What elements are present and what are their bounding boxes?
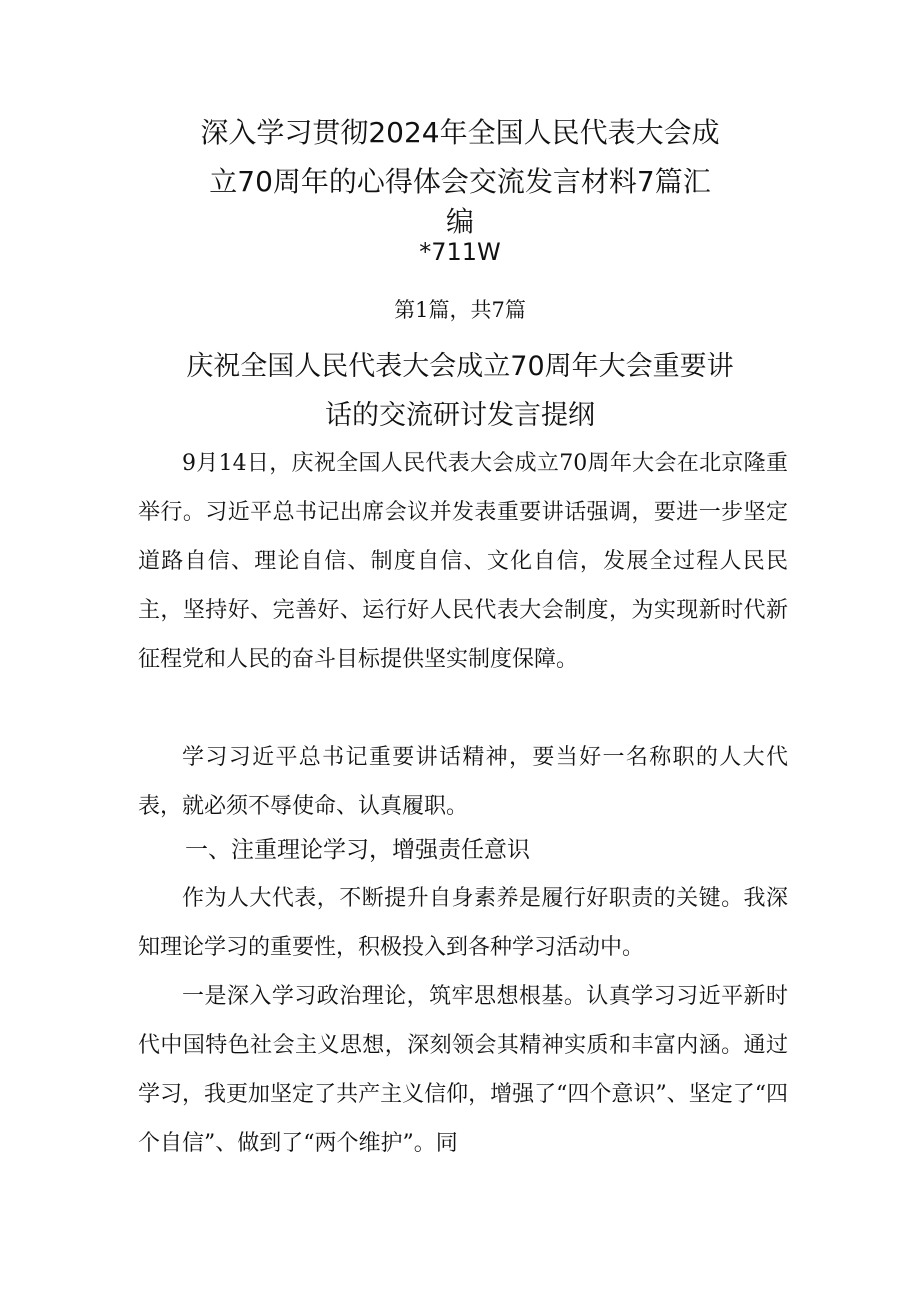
section-paragraph-2: 一是深入学习政治理论，筑牢思想根基。认真学习习近平新时代中国特色社会主义思想，深刻领会其精神实质和丰富内涵。通过学习，我更加坚定了共产主义信仰，增强了“四个意识”、坚定了“四个自信”、做到了“两个维护”。同	[138, 984, 788, 1156]
part-label: 第1篇，共7篇	[394, 298, 526, 322]
section-heading: 一、注重理论学习，增强责任意识	[185, 837, 530, 863]
section-paragraph-1: 作为人大代表，不断提升自身素养是履行好职责的关键。我深知理论学习的重要性，积极投入到各种学习活动中。	[138, 886, 788, 960]
article-title-line-1: 庆祝全国人民代表大会成立70周年大会重要讲	[186, 351, 734, 382]
paragraph-intro: 9月14日，庆祝全国人民代表大会成立70周年大会在北京隆重举行。习近平总书记出席会议并发表重要讲话强调，要进一步坚定道路自信、理论自信、制度自信、文化自信，发展全过程人民民主，坚持好、完善好、运行好人民代表大会制度，为实现新时代新征程党和人民的奋斗目标提供坚实制度保障。	[138, 451, 788, 672]
document-code: *711W	[419, 238, 501, 266]
article-title-line-2: 话的交流研讨发言提纲	[325, 400, 595, 431]
document-title-line-1: 深入学习贯彻2024年全国人民代表大会成	[200, 116, 720, 149]
paragraph-duty: 学习习近平总书记重要讲话精神，要当好一名称职的人大代表，就必须不辱使命、认真履职。	[138, 745, 788, 819]
document-title-line-3: 编	[445, 205, 474, 238]
document-title-line-2: 立70周年的心得体会交流发言材料7篇汇	[209, 165, 711, 198]
